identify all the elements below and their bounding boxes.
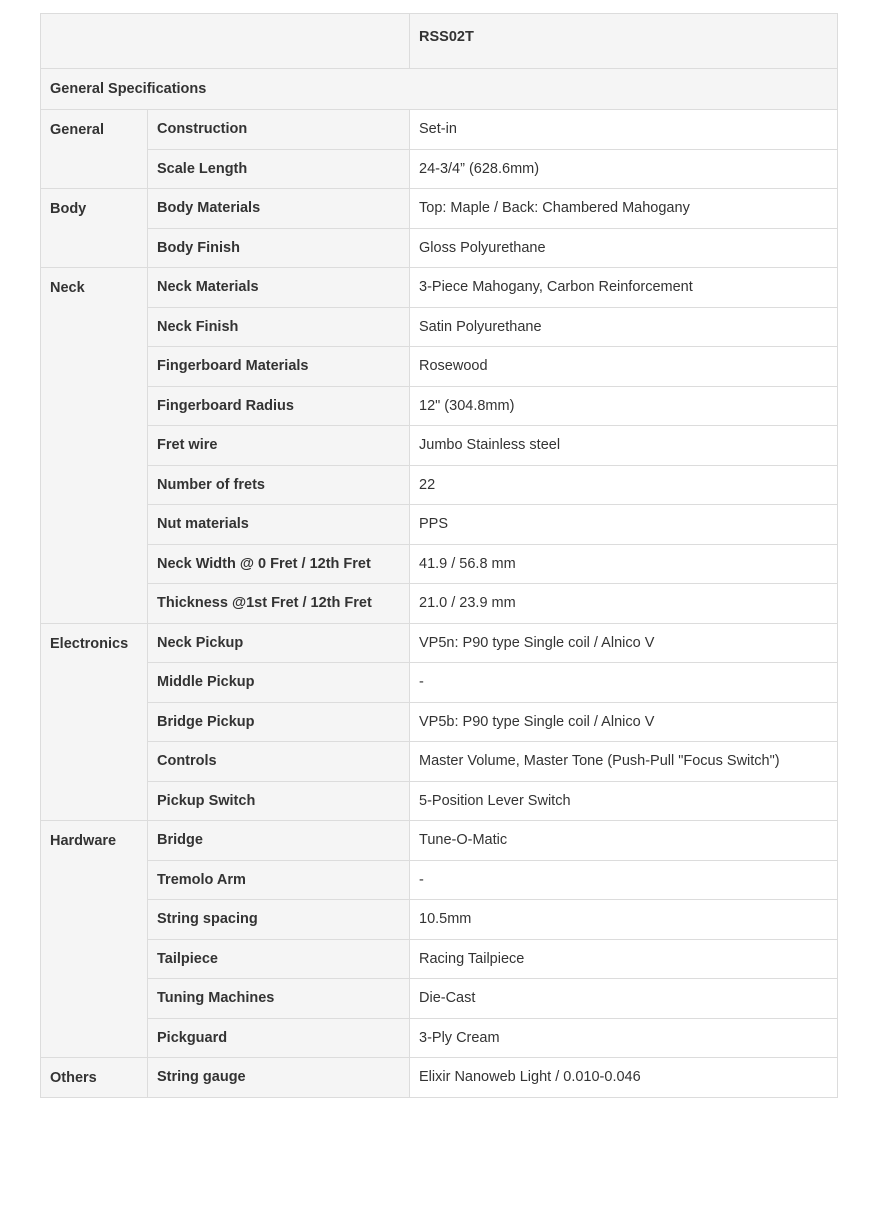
spec-value: VP5n: P90 type Single coil / Alnico V [410,623,838,663]
spec-label: Scale Length [148,149,410,189]
spec-label: Nut materials [148,505,410,545]
spec-row [41,465,838,505]
spec-row [41,860,838,900]
spec-row [41,702,838,742]
spec-value: - [410,663,838,703]
section-header-row [41,69,838,110]
spec-label: Pickup Switch [148,781,410,821]
spec-value: Tune-O-Matic [410,821,838,861]
spec-row [41,742,838,782]
spec-value: Rosewood [410,347,838,387]
spec-label: Bridge Pickup [148,702,410,742]
spec-group-name: Hardware [41,821,148,1058]
spec-row [41,663,838,703]
spec-row [41,979,838,1019]
spec-label: Tailpiece [148,939,410,979]
spec-label: Fingerboard Radius [148,386,410,426]
spec-value: 24-3/4” (628.6mm) [410,149,838,189]
spec-row [41,347,838,387]
spec-label: Thickness @1st Fret / 12th Fret [148,584,410,624]
spec-value: Satin Polyurethane [410,307,838,347]
spec-value: Set-in [410,110,838,150]
spec-row [41,228,838,268]
spec-label: String spacing [148,900,410,940]
spec-label: Body Finish [148,228,410,268]
spec-label: Neck Pickup [148,623,410,663]
spec-value: 3-Piece Mahogany, Carbon Reinforcement [410,268,838,308]
model-header-blank-cell [41,14,410,69]
spec-row [41,544,838,584]
spec-value: Jumbo Stainless steel [410,426,838,466]
spec-label: Number of frets [148,465,410,505]
spec-value: 12" (304.8mm) [410,386,838,426]
spec-label: Controls [148,742,410,782]
spec-value: Top: Maple / Back: Chambered Mahogany [410,189,838,229]
spec-label: Neck Materials [148,268,410,308]
spec-row [41,149,838,189]
spec-table-body [41,14,838,1098]
spec-label: Neck Finish [148,307,410,347]
spec-value: Elixir Nanoweb Light / 0.010-0.046 [410,1058,838,1098]
spec-value: - [410,860,838,900]
spec-label: Bridge [148,821,410,861]
spec-group-name: General [41,110,148,189]
spec-label: Neck Width @ 0 Fret / 12th Fret [148,544,410,584]
spec-value: 3-Ply Cream [410,1018,838,1058]
model-header-row [41,14,838,69]
spec-value: VP5b: P90 type Single coil / Alnico V [410,702,838,742]
spec-label: Fret wire [148,426,410,466]
spec-row [41,821,838,861]
spec-row [41,900,838,940]
spec-row [41,584,838,624]
spec-row [41,1058,838,1098]
spec-row [41,110,838,150]
spec-label: Tuning Machines [148,979,410,1019]
spec-value: Gloss Polyurethane [410,228,838,268]
spec-row [41,939,838,979]
section-title: General Specifications [41,69,838,110]
spec-row [41,426,838,466]
spec-value: 22 [410,465,838,505]
spec-row [41,1018,838,1058]
spec-group-name: Neck [41,268,148,624]
spec-row [41,623,838,663]
spec-group-name: Electronics [41,623,148,821]
spec-label: Pickguard [148,1018,410,1058]
spec-label: Construction [148,110,410,150]
spec-table [40,13,838,1098]
spec-label: Fingerboard Materials [148,347,410,387]
model-name: RSS02T [410,14,838,69]
spec-value: 21.0 / 23.9 mm [410,584,838,624]
spec-row [41,307,838,347]
spec-label: Body Materials [148,189,410,229]
spec-row [41,386,838,426]
spec-value: PPS [410,505,838,545]
spec-group-name: Others [41,1058,148,1098]
spec-value: 10.5mm [410,900,838,940]
spec-row [41,189,838,229]
spec-row [41,268,838,308]
spec-value: 41.9 / 56.8 mm [410,544,838,584]
spec-value: Racing Tailpiece [410,939,838,979]
spec-row [41,505,838,545]
spec-label: String gauge [148,1058,410,1098]
spec-row [41,781,838,821]
spec-label: Tremolo Arm [148,860,410,900]
spec-label: Middle Pickup [148,663,410,703]
spec-group-name: Body [41,189,148,268]
spec-value: Master Volume, Master Tone (Push-Pull "Focus Switch") [410,742,838,782]
spec-value: 5-Position Lever Switch [410,781,838,821]
spec-value: Die-Cast [410,979,838,1019]
